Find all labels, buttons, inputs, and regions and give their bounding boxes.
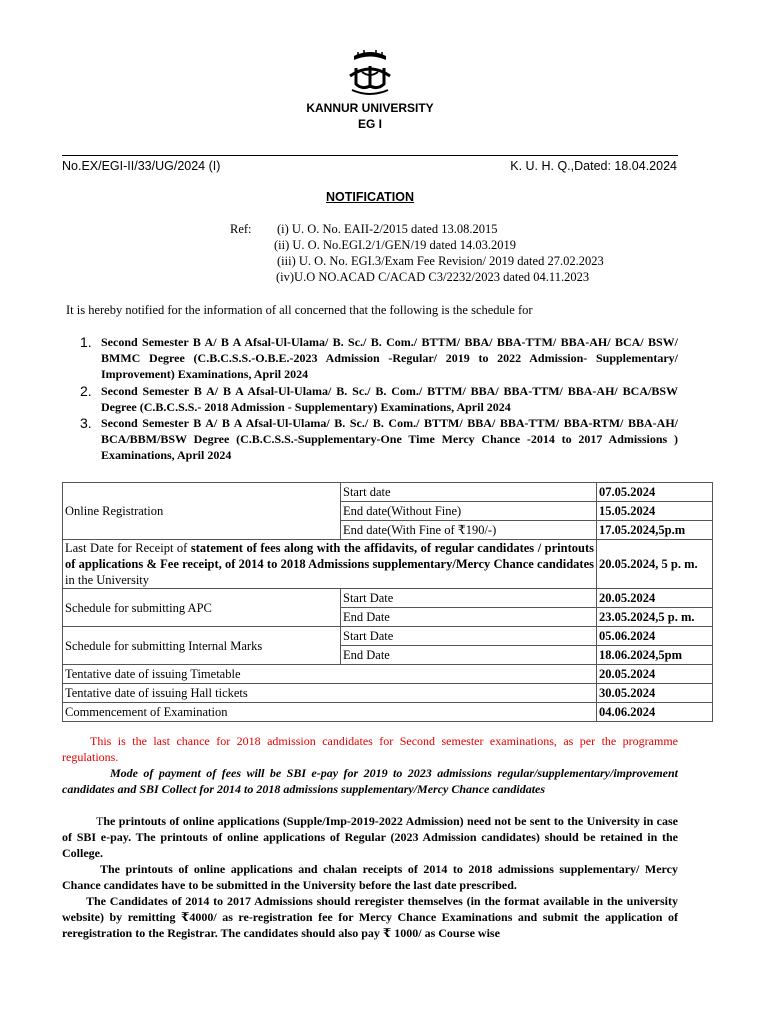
table-row [63,703,713,722]
exam-item [62,334,678,383]
row-label [63,540,597,589]
table-row [63,665,713,684]
payment-note: Mode of payment of fees will be SBI e-pay for 2019 to 2023 admissions regular/supplementary/improvement candidates and SBI Collect for 2014 to 2018 admissions supplementary/Mercy Chance candidates [62,766,678,796]
printouts-note [62,813,678,861]
ref-item: (iii) U. O. No. EGI.3/Exam Fee Revision/ 2019 dated 27.02.2023 [277,254,604,268]
exam-item [62,415,678,464]
last-chance-note: This is the last chance for 2018 admission candidates for Second semester examinations, as per the programme regulations. [62,734,678,764]
exam-text: Second Semester B A/ B A Afsal-Ul-Ulama/ B. Sc./ B. Com./ BTTM/ BBA/ BBA-TTM/ BBA-AH/ BCA/BSW Degree (C.B.C.S.S.- 2018 Admission - Supplementary) Examinations, April 2024 [101,383,678,414]
row-date: 23.05.2024,5 p. m. [597,608,713,627]
table-row [63,627,713,646]
row-sublabel: End Date [341,646,597,665]
ref-item: (iv)U.O NO.ACAD C/ACAD C3/2232/2023 dated 04.11.2023 [276,270,590,284]
row-label: Tentative date of issuing Timetable [63,665,597,684]
exam-number: 2. [80,382,92,399]
row-label: Commencement of Examination [63,703,597,722]
university-emblem-icon [342,46,398,98]
ref-item: (ii) U. O. No.EGI.2/1/GEN/19 dated 14.03.2019 [274,238,516,252]
row-sublabel: End Date [341,608,597,627]
exam-number: 1. [80,334,92,350]
intro-text: It is hereby notified for the information of all concerned that the following is the schedule for [66,303,533,317]
row-date: 15.05.2024 [597,502,713,521]
page-title: NOTIFICATION [326,190,414,204]
row-label: Schedule for submitting APC [63,589,341,627]
table-row [63,540,713,589]
row-label: Schedule for submitting Internal Marks [63,627,341,665]
row-sublabel: Start date [341,483,597,502]
university-name: KANNUR UNIVERSITY [306,101,434,115]
exam-list [62,334,678,464]
row-sublabel: End date(Without Fine) [341,502,597,521]
row-date: 20.05.2024 [597,589,713,608]
row-date: 05.06.2024 [597,627,713,646]
row-sublabel: Start Date [341,627,597,646]
reference-number: No.EX/EGI-II/33/UG/2024 (I) [62,159,221,173]
row-date: 30.05.2024 [597,684,713,703]
reregister-note: The Candidates of 2014 to 2017 Admissions should reregister themselves (in the format available in the university website) by remitting ₹4000/ as re-registration fee for Mercy Chance Examinations and submit the application of reregistration to the Registrar. The candidates should also pay ₹ 1000/ as Course wise [62,894,678,940]
dated-line: K. U. H. Q.,Dated: 18.04.2024 [510,159,677,173]
row-date: 20.05.2024, 5 p. m. [597,540,713,589]
ref-label: Ref: [230,222,252,236]
row-date: 20.05.2024 [597,665,713,684]
chalan-note: The printouts of online applications and chalan receipts of 2014 to 2018 admissions supplementary/ Mercy Chance candidates have to be submitted in the University before the last date prescribed. [62,862,678,892]
receipt-detail: statement of fees along with the affidavits, of regular candidates / printouts of applications & Fee receipt, of 2014 to 2018 Admissions supplementary/Mercy Chance candidates [65,541,594,571]
row-label: Tentative date of issuing Hall tickets [63,684,597,703]
row-date: 04.06.2024 [597,703,713,722]
ref-item: (i) U. O. No. EAII-2/2015 dated 13.08.2015 [277,222,498,236]
receipt-suffix: in the University [65,573,150,587]
row-label: Online Registration [63,483,341,540]
printouts-lead: T [96,814,104,828]
row-sublabel: Start Date [341,589,597,608]
row-sublabel: End date(With Fine of ₹190/-) [341,521,597,540]
receipt-prefix: Last Date for Receipt of [65,541,191,555]
table-row [63,684,713,703]
section-name: EG I [357,117,382,131]
row-date: 18.06.2024,5pm [597,646,713,665]
table-row [63,483,713,502]
table-row [63,589,713,608]
row-date: 07.05.2024 [597,483,713,502]
exam-number: 3. [80,415,92,432]
exam-item [62,383,678,415]
header-divider [62,155,678,156]
exam-text: Second Semester B A/ B A Afsal-Ul-Ulama/ B. Sc./ B. Com./ BTTM/ BBA/ BBA-TTM/ BBA-AH/ BCA/ BSW/ BMMC Degree (C.B.C.S.S.-O.B.E.-2023 Admission -Regular/ 2019 to 2022 Admission- Supplementary/ Improvement) Examinations, April 2024 [101,335,678,382]
row-date: 17.05.2024,5p.m [597,521,713,540]
schedule-table [62,482,713,722]
exam-text: Second Semester B A/ B A Afsal-Ul-Ulama/ B. Sc./ B. Com./ BTTM/ BBA/ BBA-TTM/ BBA-RTM/ BBA-AH/ BCA/BBM/BSW Degree (C.B.C.S.S.-Supplementary-One Time Mercy Chance -2014 to 2017 Admissions ) Examinations, April 2024 [101,416,678,463]
printouts-text: he printouts of online applications (Supple/Imp-2019-2022 Admission) need not be sent to the University in case of SBI e-pay. The printouts of online applications of Regular (2023 Admission candidates) should be retained in the College. [62,814,678,860]
